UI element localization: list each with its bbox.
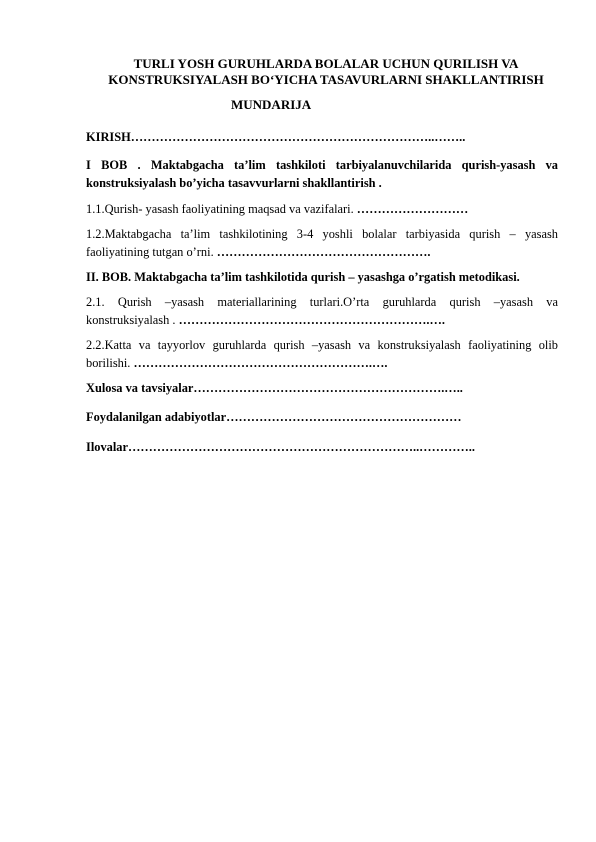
toc-heading: MUNDARIJA [231, 97, 312, 112]
toc-leader-dots: ……………………………………………. [216, 245, 431, 259]
toc-leader-dots: …………………………………………………….…. [178, 313, 445, 327]
toc-entry-text: 2.2.Katta va tayyorlov guruhlarda qurish –yasash va konstruksiyalash faoliyatining olib borilishi. [86, 338, 558, 370]
toc-entry-kirish [86, 128, 558, 146]
toc-entry-section-1-1 [86, 200, 558, 218]
toc-leader-dots: ………………………………………………….…. [133, 356, 388, 370]
toc-entry-text: 1.1.Qurish- yasash faoliyatining maqsad va vazifalari. [86, 202, 357, 216]
toc-entry-section-2-2 [86, 336, 558, 372]
toc-entry-chapter-1 [86, 156, 558, 192]
document-page [86, 56, 558, 456]
toc-entry-text: Ilovalar [86, 440, 128, 454]
toc-entry-references [86, 408, 558, 426]
document-title: TURLI YOSH GURUHLARDA BOLALAR UCHUN QURILISH VA KONSTRUKSIYALASH BO‘YICHA TASAVURLARNI SHAKLLANTIRISH [108, 56, 544, 87]
toc-entry-text: II. BOB. Maktabgacha ta’lim tashkilotida qurish – yasashga o’rgatish metodikasi. [86, 270, 520, 284]
toc-leader-dots: ………………………………………………………………..…….. [130, 130, 466, 144]
toc-entry-section-1-2 [86, 225, 558, 261]
toc-entry-section-2-1 [86, 293, 558, 329]
toc-entry-text: 1.2.Maktabgacha ta’lim tashkilotining 3-4 yoshli bolalar tarbiyasida qurish – yasash faoliyatining tutgan o’rni. [86, 227, 558, 259]
toc-leader-dots: …………………………………………………….….. [193, 381, 463, 395]
toc-entry-text: 2.1. Qurish –yasash materiallarining turlari.O’rta guruhlarda qurish –yasash va konstruksiyalash . [86, 295, 558, 327]
toc-entry-chapter-2 [86, 268, 558, 286]
toc-entry-appendices [86, 438, 558, 456]
toc-leader-dots: ………………………………………………… [226, 410, 462, 424]
toc-leader-dots: ……………………… [356, 202, 469, 216]
toc-entry-text: Foydalanilgan adabiyotlar [86, 410, 227, 424]
toc-entry-conclusion [86, 379, 558, 397]
toc-entry-text: KIRISH [86, 130, 131, 144]
toc-entry-text: I BOB . Maktabgacha ta’lim tashkiloti tarbiyalanuvchilarida qurish-yasash va konstruksiyalash bo’yicha tasavvurlarni shakllantirish . [86, 158, 558, 190]
toc-entry-text: Xulosa va tavsiyalar [86, 381, 194, 395]
toc-leader-dots: ……………………………………………………………..………….. [128, 440, 475, 454]
